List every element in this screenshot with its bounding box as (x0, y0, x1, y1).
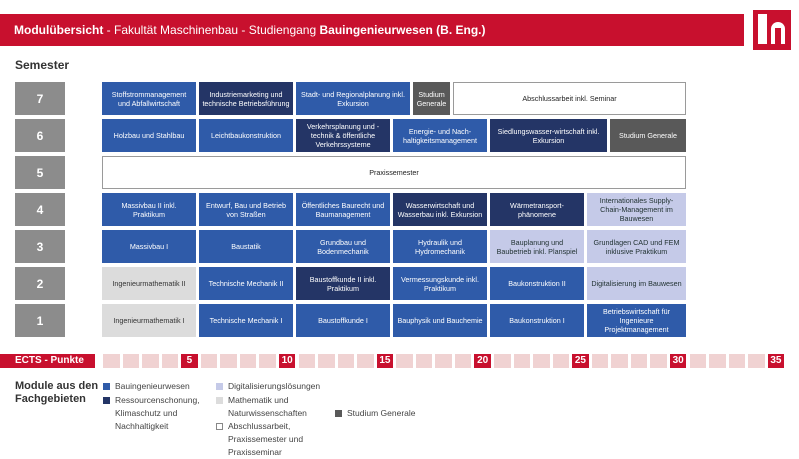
legend-swatch (103, 383, 110, 390)
module-cell[interactable]: Wasserwirtschaft und Wasserbau inkl. Exkursion (393, 193, 487, 226)
module-cell[interactable]: Stoffstrommanagement und Abfallwirtschaft (102, 82, 196, 115)
ects-tick (318, 354, 335, 368)
legend-item-digital: Digitalisierungslösungen (216, 380, 341, 393)
header-bar (0, 14, 744, 46)
ects-tick (162, 354, 179, 368)
semester-label-7: 7 (15, 82, 65, 115)
ects-mark: 35 (768, 354, 785, 368)
ects-tick (201, 354, 218, 368)
module-cell[interactable]: Wärmetransport-phänomene (490, 193, 584, 226)
module-cell[interactable]: Energie- und Nach-haltigkeitsmanagement (393, 119, 487, 152)
ects-mark: 15 (377, 354, 394, 368)
ects-tick (299, 354, 316, 368)
ects-tick (103, 354, 120, 368)
module-cell[interactable]: Siedlungswasser-wirtschaft inkl. Exkursion (490, 119, 607, 152)
ects-mark: 20 (474, 354, 491, 368)
module-cell[interactable]: Ingenieurmathematik I (102, 304, 196, 337)
ects-tick (416, 354, 433, 368)
ects-tick (631, 354, 648, 368)
semester-label-2: 2 (15, 267, 65, 300)
module-cell[interactable]: Öffentliches Baurecht und Baumanagement (296, 193, 390, 226)
module-cell[interactable]: Vermessungskunde inkl. Praktikum (393, 267, 487, 300)
module-cell[interactable]: Baukonstruktion II (490, 267, 584, 300)
legend-item-abschluss: Abschlussarbeit, Praxissemester und Praxisseminar (216, 420, 341, 459)
ects-tick (142, 354, 159, 368)
module-cell[interactable]: Studium Generale (413, 82, 450, 115)
ects-tick (553, 354, 570, 368)
semester-label-4: 4 (15, 193, 65, 226)
header-program: Bauingenieurwesen (B. Eng.) (319, 23, 486, 37)
module-cell[interactable]: Industriemarketing und technische Betriebsführung (199, 82, 293, 115)
legend-swatch (216, 423, 223, 430)
ects-tick (611, 354, 628, 368)
university-logo (753, 10, 791, 50)
semester-label-1: 1 (15, 304, 65, 337)
ects-tick (123, 354, 140, 368)
legend-title: Module aus den Fachgebieten (15, 380, 99, 405)
ects-tick (748, 354, 765, 368)
semester-label-6: 6 (15, 119, 65, 152)
legend-item-ressourcen: Ressourcenschonung, Klimaschutz und Nachhaltigkeit (103, 394, 213, 433)
module-cell[interactable]: Baustoffkunde II inkl. Praktikum (296, 267, 390, 300)
legend-item-bauingenieurwesen: Bauingenieurwesen (103, 380, 213, 393)
module-cell[interactable]: Holzbau und Stahlbau (102, 119, 196, 152)
module-cell[interactable]: Stadt- und Regionalplanung inkl. Exkursion (296, 82, 410, 115)
ects-mark: 5 (181, 354, 198, 368)
ects-label: ECTS - Punkte (0, 354, 95, 368)
module-cell[interactable]: Entwurf, Bau und Betrieb von Straßen (199, 193, 293, 226)
module-cell[interactable]: Baustatik (199, 230, 293, 263)
ects-tick (514, 354, 531, 368)
module-cell[interactable]: Massivbau I (102, 230, 196, 263)
module-cell[interactable]: Studium Generale (610, 119, 686, 152)
module-cell[interactable]: Bauplanung und Baubetrieb inkl. Planspiel (490, 230, 584, 263)
module-cell[interactable]: Leichtbaukonstruktion (199, 119, 293, 152)
module-cell[interactable]: Praxissemester (102, 156, 686, 189)
ects-tick (729, 354, 746, 368)
ects-tick (709, 354, 726, 368)
module-cell[interactable]: Abschlussarbeit inkl. Seminar (453, 82, 686, 115)
ects-mark: 10 (279, 354, 296, 368)
ects-tick (650, 354, 667, 368)
module-cell[interactable]: Bauphysik und Bauchemie (393, 304, 487, 337)
header-title: Modulübersicht (14, 23, 104, 37)
ects-tick (338, 354, 355, 368)
legend-item-mathe: Mathematik und Naturwissenschaften (216, 394, 341, 420)
module-cell[interactable]: Betriebswirtschaft für Ingenieure Projektmanagement (587, 304, 686, 337)
ects-tick (592, 354, 609, 368)
module-cell[interactable]: Digitalisierung im Bauwesen (587, 267, 686, 300)
module-cell[interactable]: Grundlagen CAD und FEM inklusive Praktikum (587, 230, 686, 263)
ects-mark: 30 (670, 354, 687, 368)
legend-swatch (216, 397, 223, 404)
module-cell[interactable]: Grundbau und Bodenmechanik (296, 230, 390, 263)
semester-label-5: 5 (15, 156, 65, 189)
ects-tick (435, 354, 452, 368)
semester-heading: Semester (15, 58, 70, 72)
module-cell[interactable]: Internationales Supply-Chain-Management im Bauwesen (587, 193, 686, 226)
legend-swatch (216, 383, 223, 390)
header-subtitle: - Fakultät Maschinenbau - Studiengang (103, 23, 320, 37)
ects-tick (357, 354, 374, 368)
legend-swatch (103, 397, 110, 404)
ects-tick (396, 354, 413, 368)
ects-tick (494, 354, 511, 368)
module-cell[interactable]: Verkehrsplanung und -technik & öffentliche Verkehrssysteme (296, 119, 390, 152)
ects-tick (690, 354, 707, 368)
module-cell[interactable]: Baustoffkunde I (296, 304, 390, 337)
module-cell[interactable]: Ingenieurmathematik II (102, 267, 196, 300)
module-cell[interactable]: Technische Mechanik I (199, 304, 293, 337)
module-cell[interactable]: Massivbau II inkl. Praktikum (102, 193, 196, 226)
module-cell[interactable]: Technische Mechanik II (199, 267, 293, 300)
ects-tick (220, 354, 237, 368)
semester-label-3: 3 (15, 230, 65, 263)
legend-item-studium-generale: Studium Generale (335, 407, 455, 420)
module-cell[interactable]: Hydraulik und Hydromechanik (393, 230, 487, 263)
ects-tick (259, 354, 276, 368)
legend-swatch (335, 410, 342, 417)
ects-tick (240, 354, 257, 368)
ects-mark: 25 (572, 354, 589, 368)
ects-tick (533, 354, 550, 368)
ects-tick (455, 354, 472, 368)
module-cell[interactable]: Baukonstruktion I (490, 304, 584, 337)
